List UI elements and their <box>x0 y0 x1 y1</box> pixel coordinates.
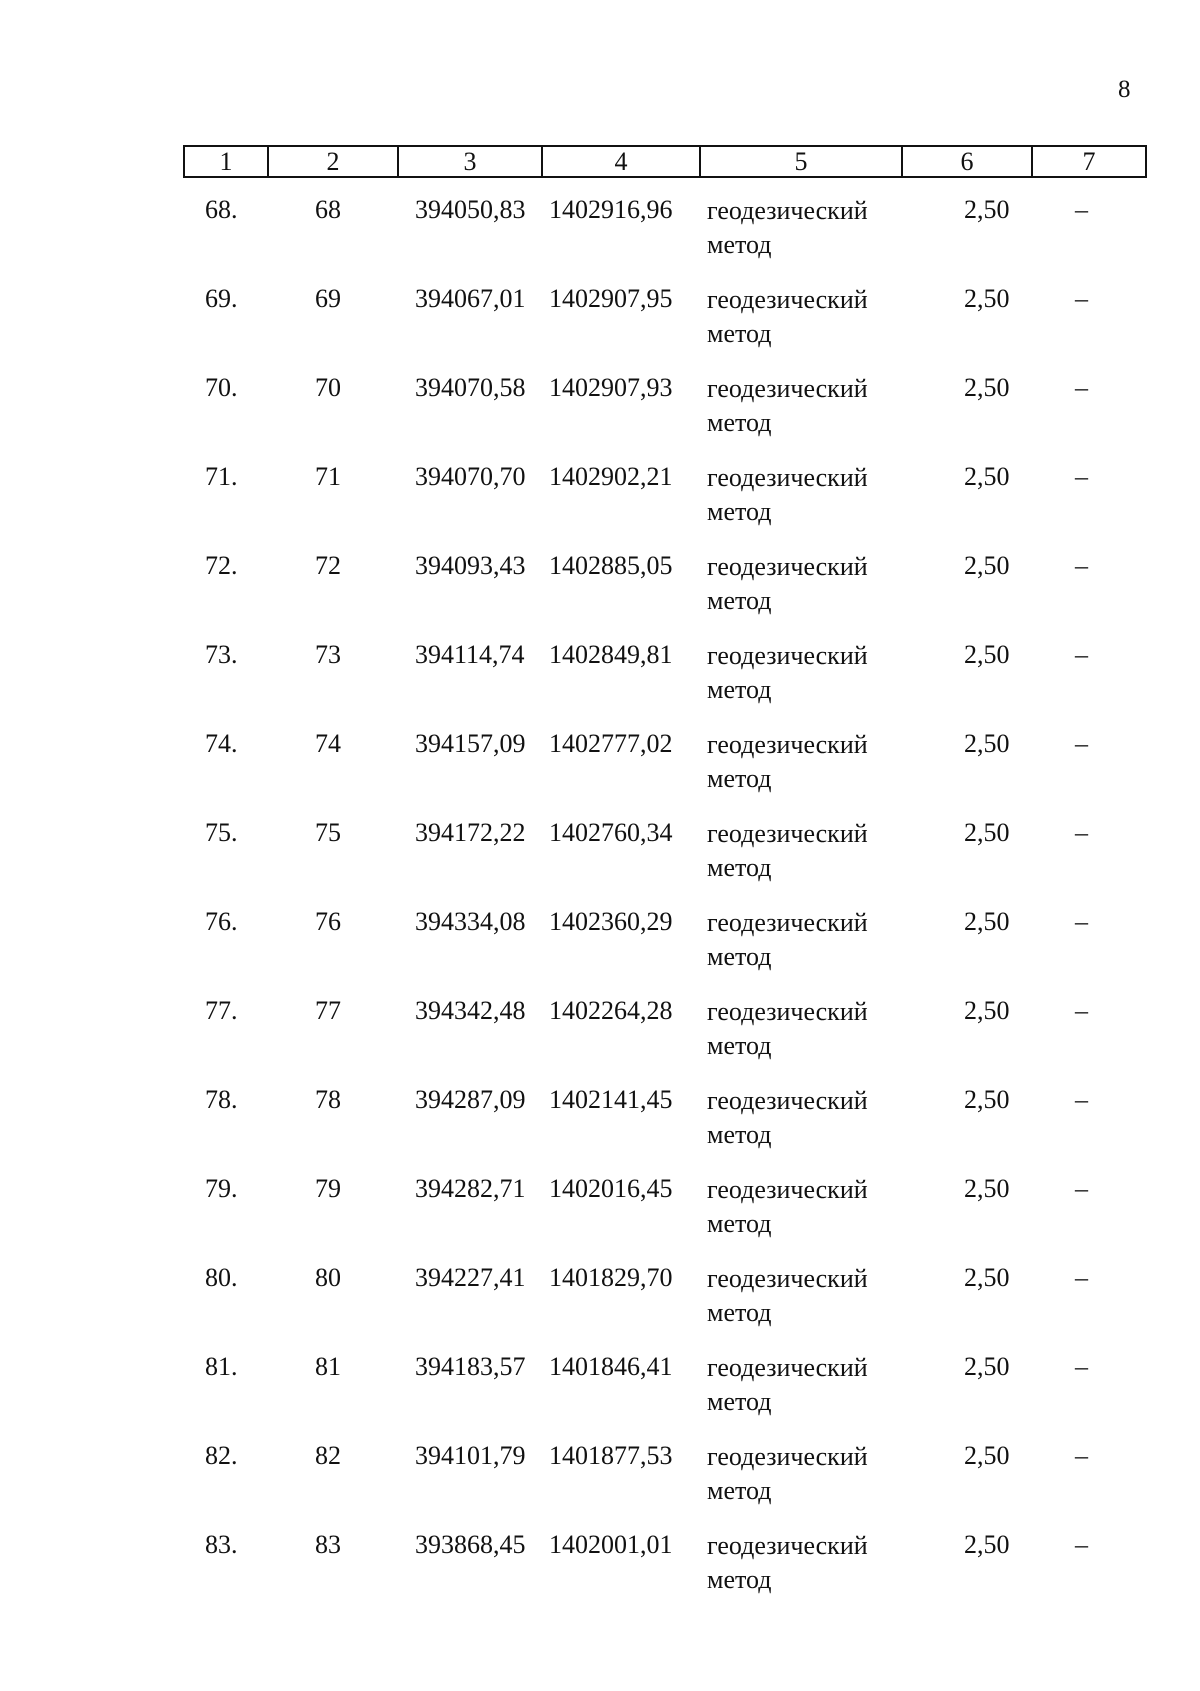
note-cell: – <box>1075 1530 1088 1559</box>
y-coordinate-cell: 1402016,45 <box>549 1174 673 1203</box>
x-coordinate-cell: 394172,22 <box>415 818 526 847</box>
method-cell <box>697 1440 899 1529</box>
note-cell: – <box>1075 1263 1088 1292</box>
note-cell: – <box>1075 818 1088 847</box>
method-line: геодезический <box>707 1264 868 1293</box>
column-header-3: 3 <box>397 147 541 176</box>
method-line: геодезический <box>707 1086 868 1115</box>
note-cell: – <box>1075 1085 1088 1114</box>
x-coordinate-cell: 393868,45 <box>415 1530 526 1559</box>
table-row <box>183 906 1147 995</box>
x-coordinate-cell: 394183,57 <box>415 1352 526 1381</box>
method-line: геодезический <box>707 641 868 670</box>
accuracy-cell: 2,50 <box>964 1174 1010 1203</box>
method-line: геодезический <box>707 285 868 314</box>
y-coordinate-cell: 1402001,01 <box>549 1530 673 1559</box>
x-coordinate-cell: 394067,01 <box>415 284 526 313</box>
table-header-row <box>183 145 1147 178</box>
row-number-cell: 80. <box>205 1263 238 1292</box>
method-line: геодезический <box>707 730 868 759</box>
point-id-cell: 74 <box>315 729 341 758</box>
y-coordinate-cell: 1402916,96 <box>549 195 673 224</box>
row-number-cell: 71. <box>205 462 238 491</box>
x-coordinate-cell: 394093,43 <box>415 551 526 580</box>
method-cell <box>697 728 899 817</box>
y-coordinate-cell: 1402264,28 <box>549 996 673 1025</box>
method-line: метод <box>707 764 772 793</box>
point-id-cell: 77 <box>315 996 341 1025</box>
x-coordinate-cell: 394050,83 <box>415 195 526 224</box>
x-coordinate-cell: 394157,09 <box>415 729 526 758</box>
accuracy-cell: 2,50 <box>964 1263 1010 1292</box>
column-header-5: 5 <box>699 147 901 176</box>
table-row <box>183 995 1147 1084</box>
coordinates-table <box>183 145 1147 1618</box>
note-cell: – <box>1075 195 1088 224</box>
y-coordinate-cell: 1402777,02 <box>549 729 673 758</box>
method-cell <box>697 1351 899 1440</box>
table-row <box>183 283 1147 372</box>
x-coordinate-cell: 394334,08 <box>415 907 526 936</box>
accuracy-cell: 2,50 <box>964 1352 1010 1381</box>
row-number-cell: 68. <box>205 195 238 224</box>
x-coordinate-cell: 394227,41 <box>415 1263 526 1292</box>
table-row <box>183 1440 1147 1529</box>
method-line: метод <box>707 1476 772 1505</box>
point-id-cell: 72 <box>315 551 341 580</box>
table-body <box>183 194 1147 1618</box>
accuracy-cell: 2,50 <box>964 640 1010 669</box>
column-header-6: 6 <box>901 147 1031 176</box>
method-cell <box>697 194 899 283</box>
accuracy-cell: 2,50 <box>964 729 1010 758</box>
note-cell: – <box>1075 729 1088 758</box>
method-cell <box>697 639 899 728</box>
row-number-cell: 76. <box>205 907 238 936</box>
accuracy-cell: 2,50 <box>964 284 1010 313</box>
accuracy-cell: 2,50 <box>964 907 1010 936</box>
note-cell: – <box>1075 1441 1088 1470</box>
note-cell: – <box>1075 551 1088 580</box>
x-coordinate-cell: 394287,09 <box>415 1085 526 1114</box>
note-cell: – <box>1075 996 1088 1025</box>
point-id-cell: 75 <box>315 818 341 847</box>
table-row <box>183 1529 1147 1618</box>
method-line: геодезический <box>707 196 868 225</box>
point-id-cell: 83 <box>315 1530 341 1559</box>
method-line: метод <box>707 1298 772 1327</box>
y-coordinate-cell: 1401877,53 <box>549 1441 673 1470</box>
x-coordinate-cell: 394282,71 <box>415 1174 526 1203</box>
method-cell <box>697 995 899 1084</box>
point-id-cell: 82 <box>315 1441 341 1470</box>
y-coordinate-cell: 1402360,29 <box>549 907 673 936</box>
point-id-cell: 71 <box>315 462 341 491</box>
point-id-cell: 81 <box>315 1352 341 1381</box>
method-cell <box>697 1529 899 1618</box>
method-line: метод <box>707 1120 772 1149</box>
accuracy-cell: 2,50 <box>964 373 1010 402</box>
row-number-cell: 79. <box>205 1174 238 1203</box>
row-number-cell: 73. <box>205 640 238 669</box>
method-cell <box>697 372 899 461</box>
method-line: метод <box>707 1387 772 1416</box>
point-id-cell: 68 <box>315 195 341 224</box>
accuracy-cell: 2,50 <box>964 818 1010 847</box>
accuracy-cell: 2,50 <box>964 996 1010 1025</box>
method-line: геодезический <box>707 1353 868 1382</box>
note-cell: – <box>1075 462 1088 491</box>
accuracy-cell: 2,50 <box>964 1085 1010 1114</box>
accuracy-cell: 2,50 <box>964 551 1010 580</box>
page-number: 8 <box>1118 76 1131 103</box>
x-coordinate-cell: 394114,74 <box>415 640 525 669</box>
method-cell <box>697 550 899 639</box>
method-line: геодезический <box>707 908 868 937</box>
point-id-cell: 79 <box>315 1174 341 1203</box>
method-cell <box>697 906 899 995</box>
note-cell: – <box>1075 284 1088 313</box>
method-cell <box>697 1084 899 1173</box>
note-cell: – <box>1075 907 1088 936</box>
method-line: метод <box>707 1209 772 1238</box>
accuracy-cell: 2,50 <box>964 1530 1010 1559</box>
y-coordinate-cell: 1402760,34 <box>549 818 673 847</box>
table-row <box>183 1351 1147 1440</box>
method-line: метод <box>707 853 772 882</box>
y-coordinate-cell: 1402141,45 <box>549 1085 673 1114</box>
method-line: геодезический <box>707 374 868 403</box>
row-number-cell: 72. <box>205 551 238 580</box>
table-row <box>183 1084 1147 1173</box>
method-line: метод <box>707 230 772 259</box>
x-coordinate-cell: 394070,70 <box>415 462 526 491</box>
method-line: геодезический <box>707 819 868 848</box>
row-number-cell: 77. <box>205 996 238 1025</box>
method-cell <box>697 1262 899 1351</box>
method-line: метод <box>707 408 772 437</box>
y-coordinate-cell: 1402849,81 <box>549 640 673 669</box>
row-number-cell: 81. <box>205 1352 238 1381</box>
accuracy-cell: 2,50 <box>964 195 1010 224</box>
table-row <box>183 639 1147 728</box>
table-row <box>183 1262 1147 1351</box>
point-id-cell: 76 <box>315 907 341 936</box>
method-line: геодезический <box>707 1531 868 1560</box>
method-line: метод <box>707 319 772 348</box>
y-coordinate-cell: 1402907,93 <box>549 373 673 402</box>
method-cell <box>697 1173 899 1262</box>
method-cell <box>697 283 899 372</box>
column-header-4: 4 <box>541 147 699 176</box>
column-header-7: 7 <box>1031 147 1145 176</box>
table-row <box>183 1173 1147 1262</box>
table-row <box>183 817 1147 906</box>
y-coordinate-cell: 1401829,70 <box>549 1263 673 1292</box>
method-line: геодезический <box>707 1175 868 1204</box>
table-row <box>183 728 1147 817</box>
row-number-cell: 83. <box>205 1530 238 1559</box>
column-header-1: 1 <box>219 147 233 176</box>
method-cell <box>697 461 899 550</box>
table-row <box>183 461 1147 550</box>
method-line: геодезический <box>707 552 868 581</box>
y-coordinate-cell: 1402907,95 <box>549 284 673 313</box>
method-line: геодезический <box>707 997 868 1026</box>
point-id-cell: 78 <box>315 1085 341 1114</box>
column-header-2: 2 <box>267 147 397 176</box>
x-coordinate-cell: 394070,58 <box>415 373 526 402</box>
row-number-cell: 70. <box>205 373 238 402</box>
note-cell: – <box>1075 373 1088 402</box>
row-number-cell: 75. <box>205 818 238 847</box>
note-cell: – <box>1075 1352 1088 1381</box>
x-coordinate-cell: 394101,79 <box>415 1441 526 1470</box>
method-line: метод <box>707 942 772 971</box>
point-id-cell: 70 <box>315 373 341 402</box>
method-cell <box>697 817 899 906</box>
method-line: метод <box>707 497 772 526</box>
method-line: метод <box>707 675 772 704</box>
row-number-cell: 74. <box>205 729 238 758</box>
row-number-cell: 78. <box>205 1085 238 1114</box>
accuracy-cell: 2,50 <box>964 1441 1010 1470</box>
point-id-cell: 69 <box>315 284 341 313</box>
method-line: геодезический <box>707 463 868 492</box>
table-row <box>183 372 1147 461</box>
method-line: метод <box>707 1031 772 1060</box>
y-coordinate-cell: 1402885,05 <box>549 551 673 580</box>
point-id-cell: 80 <box>315 1263 341 1292</box>
method-line: геодезический <box>707 1442 868 1471</box>
x-coordinate-cell: 394342,48 <box>415 996 526 1025</box>
point-id-cell: 73 <box>315 640 341 669</box>
method-line: метод <box>707 586 772 615</box>
note-cell: – <box>1075 1174 1088 1203</box>
method-line: метод <box>707 1565 772 1594</box>
y-coordinate-cell: 1401846,41 <box>549 1352 673 1381</box>
y-coordinate-cell: 1402902,21 <box>549 462 673 491</box>
accuracy-cell: 2,50 <box>964 462 1010 491</box>
table-row <box>183 550 1147 639</box>
row-number-cell: 69. <box>205 284 238 313</box>
note-cell: – <box>1075 640 1088 669</box>
row-number-cell: 82. <box>205 1441 238 1470</box>
table-row <box>183 194 1147 283</box>
